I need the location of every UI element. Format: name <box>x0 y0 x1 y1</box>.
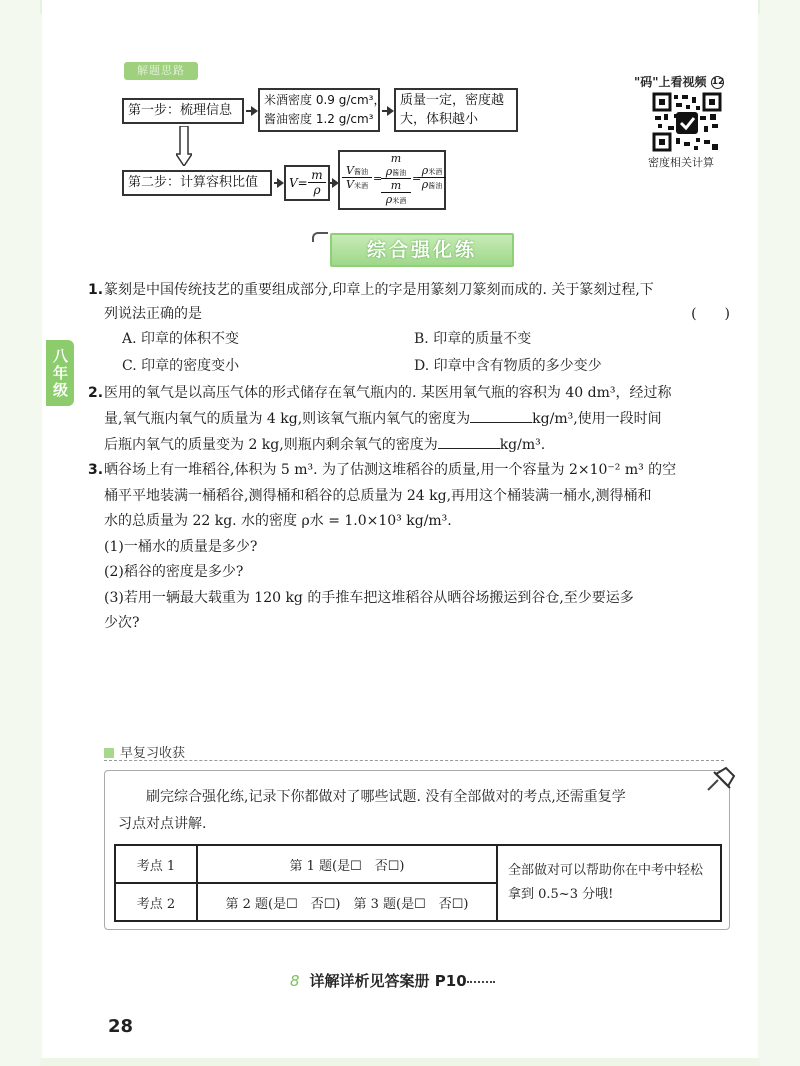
question-3-number: 3. <box>88 462 104 478</box>
qr-label-text: "码"上看视频 <box>634 75 707 89</box>
ratio-top-rho <box>381 165 411 179</box>
bottom-strip <box>40 1058 760 1066</box>
answer-blank[interactable] <box>470 407 532 423</box>
ratio-final-fraction <box>418 164 446 191</box>
question-1-line-2 <box>104 302 744 326</box>
qr-code-icon[interactable] <box>652 92 722 152</box>
option-b: B. 印章的质量不变 <box>414 331 532 347</box>
ratio-v-top <box>342 164 372 178</box>
formula-fraction <box>308 168 326 197</box>
ratio-box <box>338 150 446 210</box>
option-d: D. 印章中含有物质的多少变少 <box>414 358 602 374</box>
row1-value[interactable]: 第 1 题(是☐ 否☐) <box>197 845 497 883</box>
ratio-bottom-m: m <box>390 179 402 192</box>
ratio-v-bottom <box>342 178 372 191</box>
banner-hook <box>312 232 328 242</box>
ratio-final-bottom-sub: 酱油 <box>428 182 443 190</box>
table-row <box>115 845 721 883</box>
ratio-big-fraction <box>381 152 411 206</box>
question-2-number: 2. <box>88 385 104 401</box>
question-2-line-2b: kg/m³,使用一段时间 <box>532 411 662 427</box>
question-1-number: 1. <box>88 282 104 298</box>
question-3-line-1: 晒谷场上有一堆稻谷,体积为 5 m³. 为了估测这堆稻谷的质量,用一个容量为 2×10⁻² m³ 的空 <box>104 462 677 478</box>
review-table <box>114 844 722 922</box>
ratio-top-m: m <box>390 152 402 165</box>
result-line-2: 大，体积越小 <box>400 112 479 127</box>
review-text <box>118 784 718 838</box>
ratio-bottom-rho <box>381 192 411 206</box>
arrow-right <box>246 110 256 112</box>
qr-label <box>634 73 724 90</box>
review-tip-line-1: 全部做对可以帮助你在中考中轻松 <box>508 863 704 878</box>
down-arrow-icon <box>176 126 192 166</box>
row2-value[interactable]: 第 2 题(是☐ 否☐) 第 3 题(是☐ 否☐) <box>197 883 497 921</box>
info-line-1: 米酒密度 0.9 g/cm³， <box>264 93 386 107</box>
answer-reference-text: 详解详析见答案册 P10 <box>309 972 467 990</box>
ratio-v-top-symbol: V <box>346 164 354 177</box>
question-3-line-2: 桶平平地装满一桶稻谷,测得桶和稻谷的总质量为 24 kg,再用这个桶装满一桶水,测得桶和 <box>104 487 652 504</box>
ratio-v-bottom-symbol: V <box>346 178 354 191</box>
question-2-line-3 <box>104 432 744 458</box>
question-1-line-2-text: 列说法正确的是 <box>104 306 202 322</box>
answer-blank[interactable] <box>438 433 500 449</box>
formula-denominator: ρ <box>313 183 321 197</box>
answer-reference <box>290 970 495 991</box>
review-tip <box>497 845 721 921</box>
arrow-right <box>274 182 282 184</box>
question-2-line-1: 医用的氧气是以高压气体的形式储存在氧气瓶内的. 某医用氧气瓶的容积为 40 dm³，经过称 <box>104 385 672 401</box>
question-2-line-3a: 后瓶内氧气的质量变为 2 kg,则瓶内剩余氧气的密度为 <box>104 437 438 453</box>
page-number: 28 <box>108 1016 134 1037</box>
result-line-1: 质量一定，密度越 <box>400 93 505 108</box>
qr-number-badge: 12 <box>711 77 725 87</box>
review-divider <box>104 760 724 761</box>
row2-label: 考点 2 <box>115 883 197 921</box>
answer-paren: ( ) <box>691 306 730 322</box>
idea-tag: 解题思路 <box>124 62 198 80</box>
question-3-sub-3-line-2: 少次? <box>104 615 140 631</box>
option-c: C. 印章的密度变小 <box>122 358 240 374</box>
question-3-sub-2: (2)稻谷的密度是多少? <box>104 564 244 580</box>
question-1 <box>88 278 744 326</box>
formula-numerator: m <box>308 168 326 183</box>
question-2-line-2a: 量,氧气瓶内氧气的质量为 4 kg,则该氧气瓶内氧气的密度为 <box>104 411 471 427</box>
review-tip-line-2: 拿到 0.5~3 分哦! <box>508 887 614 902</box>
qr-caption: 密度相关计算 <box>648 156 714 169</box>
section-banner: 综合强化练 <box>330 233 514 267</box>
ratio-final-bottom-symbol: ρ <box>421 178 429 191</box>
ratio-bottom-rho-sub: 米酒 <box>392 197 407 205</box>
formula-v: V= <box>289 176 308 190</box>
ratio-v-fraction <box>342 164 372 191</box>
question-3 <box>88 458 744 637</box>
ratio-final-top-sub: 米酒 <box>428 168 443 176</box>
equals-sign: = <box>412 172 422 185</box>
step2-box: 第二步：计算容积比值 <box>122 170 272 196</box>
ratio-final-top <box>418 164 446 178</box>
equals-sign: = <box>373 172 383 185</box>
ratio-top-rho-symbol: ρ <box>385 165 393 178</box>
question-2-line-2 <box>104 406 744 432</box>
ratio-v-bottom-sub: 米酒 <box>353 182 368 190</box>
review-text-line-2: 习点对点讲解. <box>118 816 207 832</box>
arrow-right <box>330 182 337 184</box>
grade-tab: 八年级 <box>46 340 74 406</box>
ratio-final-bottom <box>418 178 446 191</box>
ratio-final-top-symbol: ρ <box>421 164 429 177</box>
question-3-sub-3-line-1: (3)若用一辆最大载重为 120 kg 的手推车把这堆稻谷从晒谷场搬运到谷仓,至少要运多 <box>104 589 634 606</box>
option-a: A. 印章的体积不变 <box>122 331 240 347</box>
footer-icon: 8 <box>290 972 300 990</box>
row1-label: 考点 1 <box>115 845 197 883</box>
step1-box: 第一步：梳理信息 <box>122 98 244 124</box>
ratio-v-top-sub: 酱油 <box>353 168 368 176</box>
ratio-top-rho-sub: 酱油 <box>392 169 407 177</box>
question-1-line-1: 篆刻是中国传统技艺的重要组成部分,印章上的字是用篆刻刀篆刻而成的. 关于篆刻过程,下 <box>104 282 654 298</box>
result-box <box>394 88 518 132</box>
formula-box <box>284 165 330 201</box>
info-line-2: 酱油密度 1.2 g/cm³ <box>264 112 374 126</box>
question-3-sub-1: (1)一桶水的质量是多少? <box>104 538 258 555</box>
question-3-line-3: 水的总质量为 22 kg. 水的密度 ρ水 = 1.0×10³ kg/m³. <box>104 513 452 529</box>
question-2 <box>88 380 744 458</box>
arrow-right <box>382 110 392 112</box>
dotted-line <box>467 981 495 983</box>
review-text-line-1: 刷完综合强化练,记录下你都做对了哪些试题. 没有全部做对的考点,还需重复学 <box>146 789 626 805</box>
review-heading: 早复习收获 <box>104 742 185 761</box>
ratio-bottom-rho-symbol: ρ <box>385 193 393 206</box>
info-box <box>258 88 386 132</box>
question-2-line-3b: kg/m³. <box>499 437 546 453</box>
